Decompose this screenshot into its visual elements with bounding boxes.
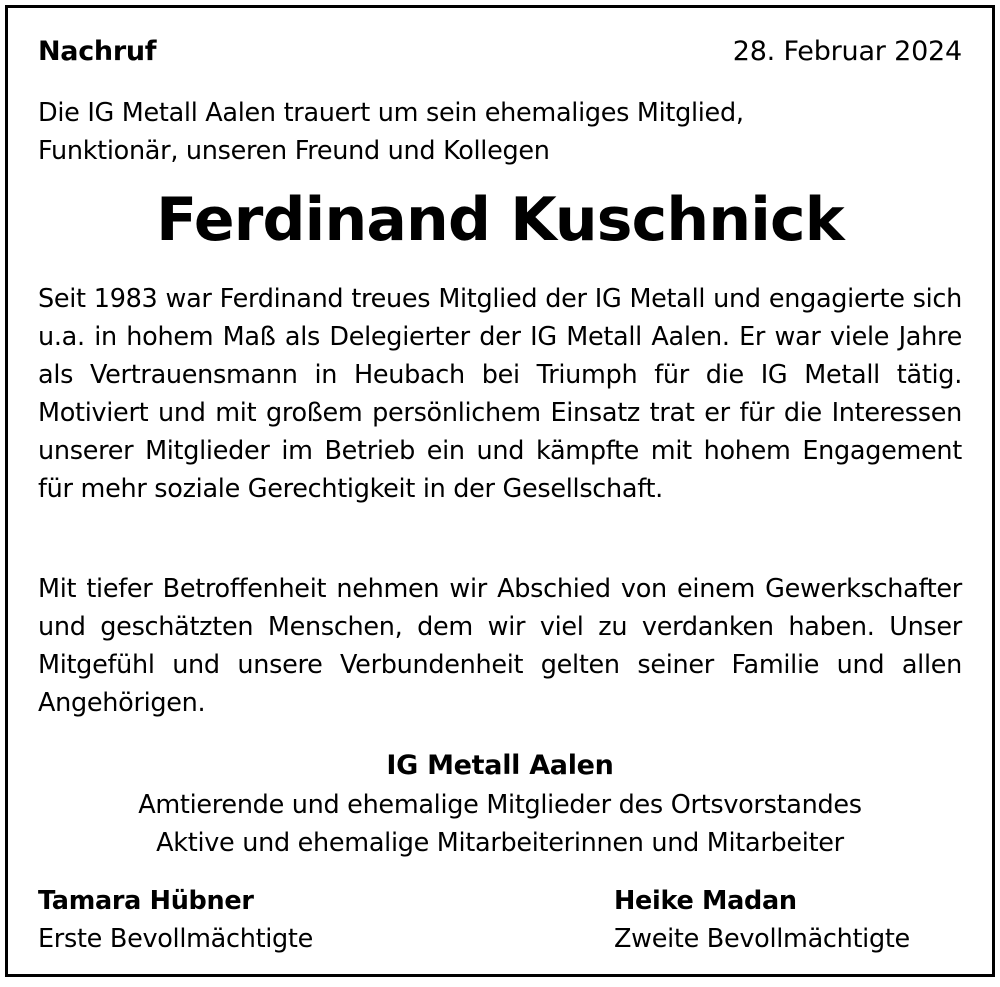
notice-date: 28. Februar 2024 xyxy=(732,36,962,67)
body-paragraph-1: Seit 1983 war Ferdinand treues Mitglied der IG Metall und engagierte sich u.a. in hohem Maß als Delegierter der IG Metall Aalen. Er war viele Jahre als Vertrauensmann in Heubach bei Triumph für die IG Metall tätig. Motiviert und mit großem persönlichem Einsatz trat er für die Interessen unserer Mitglieder im Betrieb ein und kämpfte mit hohem Engagement für mehr soziale Gerechtigkeit in der Gesellschaft. xyxy=(38,284,962,504)
notice-label: Nachruf xyxy=(38,36,157,67)
intro-line-2: Funktionär, unseren Freund und Kollegen xyxy=(38,136,550,166)
organization-line-1: Amtierende und ehemalige Mitglieder des Ortsvorstandes xyxy=(138,790,862,820)
header-row xyxy=(38,36,962,76)
intro-line-1: Die IG Metall Aalen trauert um sein ehemaliges Mitglied, xyxy=(38,98,744,128)
signatory-name: Tamara Hübner xyxy=(38,886,254,916)
signatory-role: Zweite Bevollmächtigte xyxy=(614,924,910,954)
deceased-name: Ferdinand Kuschnick xyxy=(156,185,844,255)
body-paragraph-2: Mit tiefer Betroffenheit nehmen wir Abschied von einem Gewerkschafter und geschätzten Menschen, dem wir viel zu verdanken haben. Unser Mitgefühl und unsere Verbundenheit gelten seiner Familie und allen Angehörigen. xyxy=(38,574,962,718)
signatory-2 xyxy=(614,882,910,958)
intro-text xyxy=(38,94,962,170)
signatory-1 xyxy=(38,882,313,958)
organization-line-2: Aktive und ehemalige Mitarbeiterinnen und Mitarbeiter xyxy=(156,828,844,858)
signatory-role: Erste Bevollmächtigte xyxy=(38,924,314,954)
organization-name: IG Metall Aalen xyxy=(386,750,614,781)
obituary-notice xyxy=(5,5,995,977)
organization-block xyxy=(8,746,992,862)
signatory-name: Heike Madan xyxy=(614,886,797,916)
